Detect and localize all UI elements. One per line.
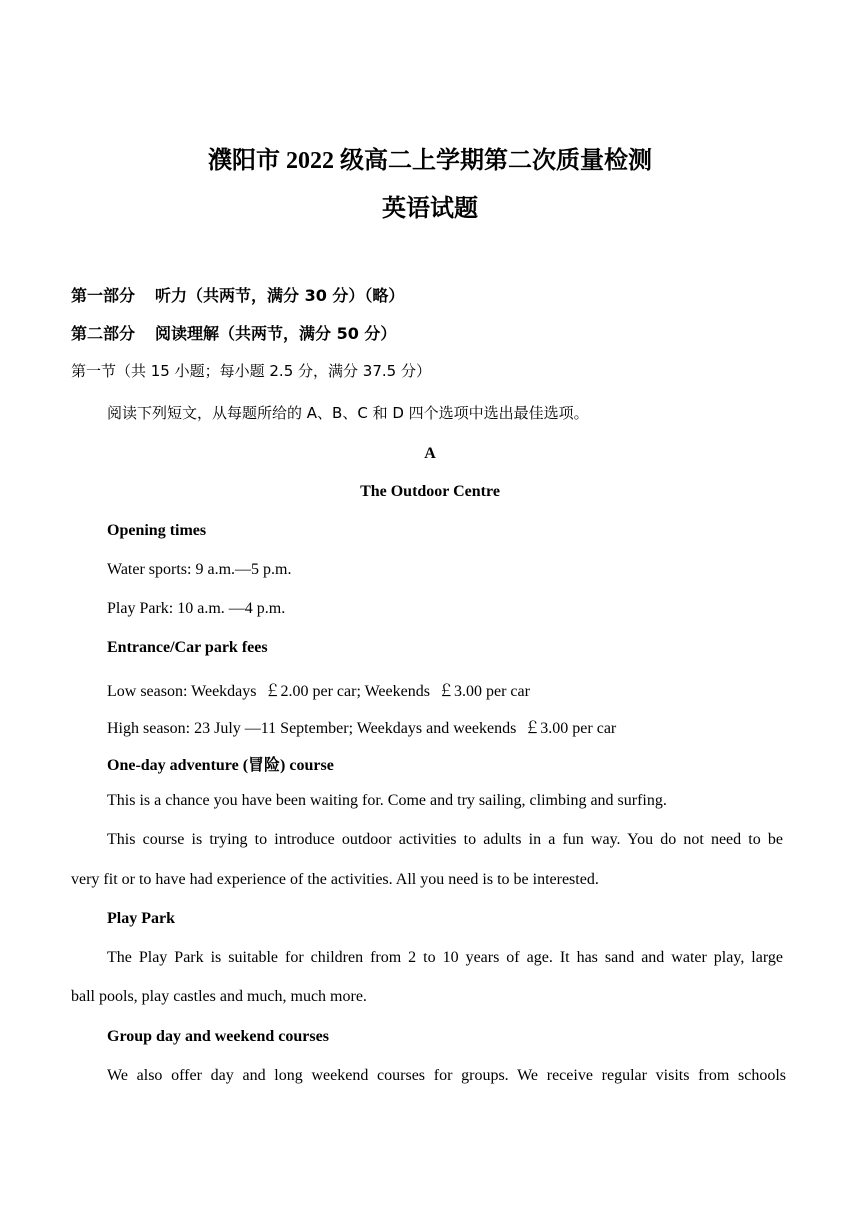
part-one-label: 第一部分	[71, 286, 136, 305]
high-season-line: High season: 23 July —11 September; Weekdays and weekends ￡3.00 per car	[107, 720, 617, 737]
part-one-text: 听力（共两节，满分 30 分）（略）	[155, 286, 405, 305]
group-courses-paragraph-line-1: We also offer day and long weekend courses for groups. We receive regular visits from schools	[107, 1067, 786, 1084]
part-two-heading	[71, 321, 396, 344]
document-subtitle: 英语试题	[382, 196, 478, 222]
play-park-paragraph-line-1: The Play Park is suitable for children from 2 to 10 years of age. It has sand and water play, large	[107, 949, 783, 966]
play-park-heading: Play Park	[107, 910, 175, 927]
part-one-heading	[71, 283, 404, 306]
document-title: 濮阳市 2022 级高二上学期第二次质量检测	[208, 148, 652, 174]
instruction-text: 阅读下列短文，从每题所给的 A、B、C 和 D 四个选项中选出最佳选项。	[107, 404, 589, 422]
part-two-text: 阅读理解（共两节，满分 50 分）	[155, 324, 397, 343]
water-sports-line: Water sports: 9 a.m.—5 p.m.	[107, 561, 292, 578]
adventure-paragraph-2-line-1: This course is trying to introduce outdoor activities to adults in a fun way. You do not need to be	[107, 831, 783, 848]
section-one-heading: 第一节（共 15 小题；每小题 2.5 分，满分 37.5 分）	[71, 362, 431, 380]
fees-heading: Entrance/Car park fees	[107, 639, 268, 656]
opening-times-heading: Opening times	[107, 522, 207, 539]
passage-letter: A	[424, 445, 436, 462]
low-season-line: Low season: Weekdays ￡2.00 per car; Weekends ￡3.00 per car	[107, 683, 530, 700]
passage-title: The Outdoor Centre	[360, 483, 500, 500]
part-two-label: 第二部分	[71, 324, 136, 343]
adventure-paragraph-2-line-2: very fit or to have had experience of the activities. All you need is to be interested.	[71, 871, 599, 888]
group-courses-heading: Group day and weekend courses	[107, 1028, 329, 1045]
adventure-paragraph-1: This is a chance you have been waiting for. Come and try sailing, climbing and surfing.	[107, 792, 667, 809]
play-park-paragraph-line-2: ball pools, play castles and much, much more.	[71, 988, 367, 1005]
play-park-hours-line: Play Park: 10 a.m. —4 p.m.	[107, 600, 286, 617]
adventure-course-heading: One-day adventure (冒险) course	[107, 757, 334, 774]
